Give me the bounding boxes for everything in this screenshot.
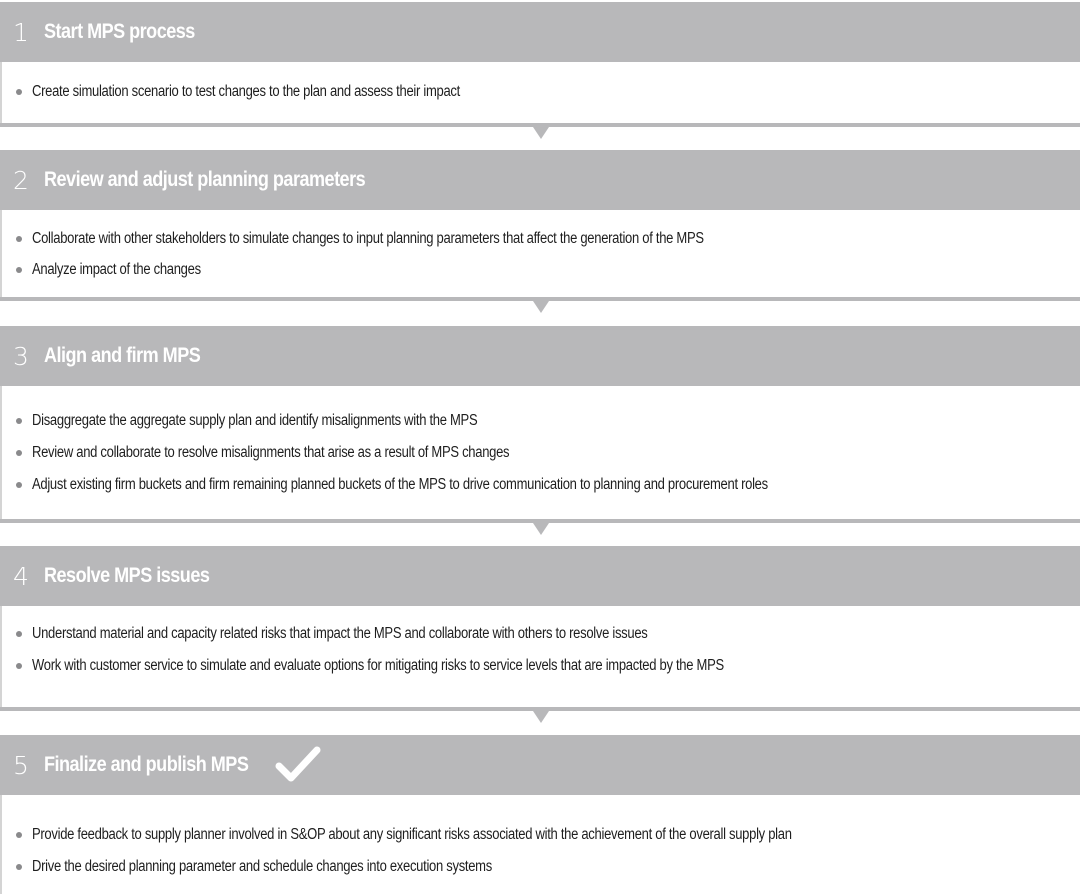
step-4-title: Resolve MPS issues	[44, 564, 210, 587]
down-arrow-icon	[533, 523, 549, 535]
step-4-header	[0, 546, 1080, 606]
list-item	[16, 825, 936, 845]
bullet-icon	[16, 450, 22, 456]
checkmark-icon	[275, 745, 321, 785]
list-item	[16, 411, 562, 431]
step-3-title: Align and firm MPS	[44, 344, 201, 367]
bullet-icon	[16, 89, 22, 95]
bullet-icon	[16, 663, 22, 669]
bullet-icon	[16, 236, 22, 242]
bullet-text: Analyze impact of the changes	[32, 261, 201, 278]
step-1-header	[0, 2, 1080, 62]
bullet-text: Work with customer service to simulate and evaluate options for mitigating risks to service levels that are impacted by the MPS	[32, 657, 724, 674]
step-3-header	[0, 326, 1080, 386]
bullet-icon	[16, 482, 22, 488]
list-item	[16, 229, 832, 249]
bullet-text: Adjust existing firm buckets and firm remaining planned buckets of the MPS to drive communication to planning and procurement roles	[32, 476, 768, 493]
down-arrow-icon	[533, 127, 549, 139]
list-item	[16, 857, 580, 877]
step-5-header	[0, 735, 1080, 795]
bullet-text: Provide feedback to supply planner involved in S&OP about any significant risks associated with the achievement of the overall supply plan	[32, 826, 792, 843]
bullet-text: Disaggregate the aggregate supply plan and identify misalignments with the MPS	[32, 412, 478, 429]
step-5-number: 5	[13, 750, 29, 780]
bullet-text: Drive the desired planning parameter and schedule changes into execution systems	[32, 858, 492, 875]
bullet-icon	[16, 864, 22, 870]
step-5-body	[0, 795, 1080, 894]
bullet-icon	[16, 832, 22, 838]
list-item	[16, 624, 765, 644]
list-item	[16, 260, 233, 280]
bullet-icon	[16, 418, 22, 424]
step-5-title: Finalize and publish MPS	[44, 753, 249, 776]
step-2-number: 2	[13, 165, 29, 195]
list-item	[16, 475, 908, 495]
step-2-body	[0, 210, 1080, 298]
bullet-text: Create simulation scenario to test changes to the plan and assess their impact	[32, 83, 460, 100]
bullet-icon	[16, 631, 22, 637]
step-3-number: 3	[13, 341, 29, 371]
step-1-body	[0, 62, 1080, 124]
list-item	[16, 82, 541, 102]
step-2-title: Review and adjust planning parameters	[44, 168, 366, 191]
bullet-text: Collaborate with other stakeholders to simulate changes to input planning parameters that affect the generation of the MPS	[32, 230, 704, 247]
list-item	[16, 443, 600, 463]
down-arrow-icon	[533, 711, 549, 723]
down-arrow-icon	[533, 301, 549, 313]
step-4-body	[0, 606, 1080, 708]
list-item	[16, 656, 856, 676]
step-2-header	[0, 150, 1080, 210]
bullet-text: Understand material and capacity related risks that impact the MPS and collaborate with others to resolve issues	[32, 625, 648, 642]
step-3-body	[0, 386, 1080, 520]
step-1-title: Start MPS process	[44, 20, 195, 43]
step-4-number: 4	[13, 561, 29, 591]
bullet-text: Review and collaborate to resolve misalignments that arise as a result of MPS changes	[32, 444, 510, 461]
bullet-icon	[16, 267, 22, 273]
step-1-number: 1	[13, 17, 29, 47]
